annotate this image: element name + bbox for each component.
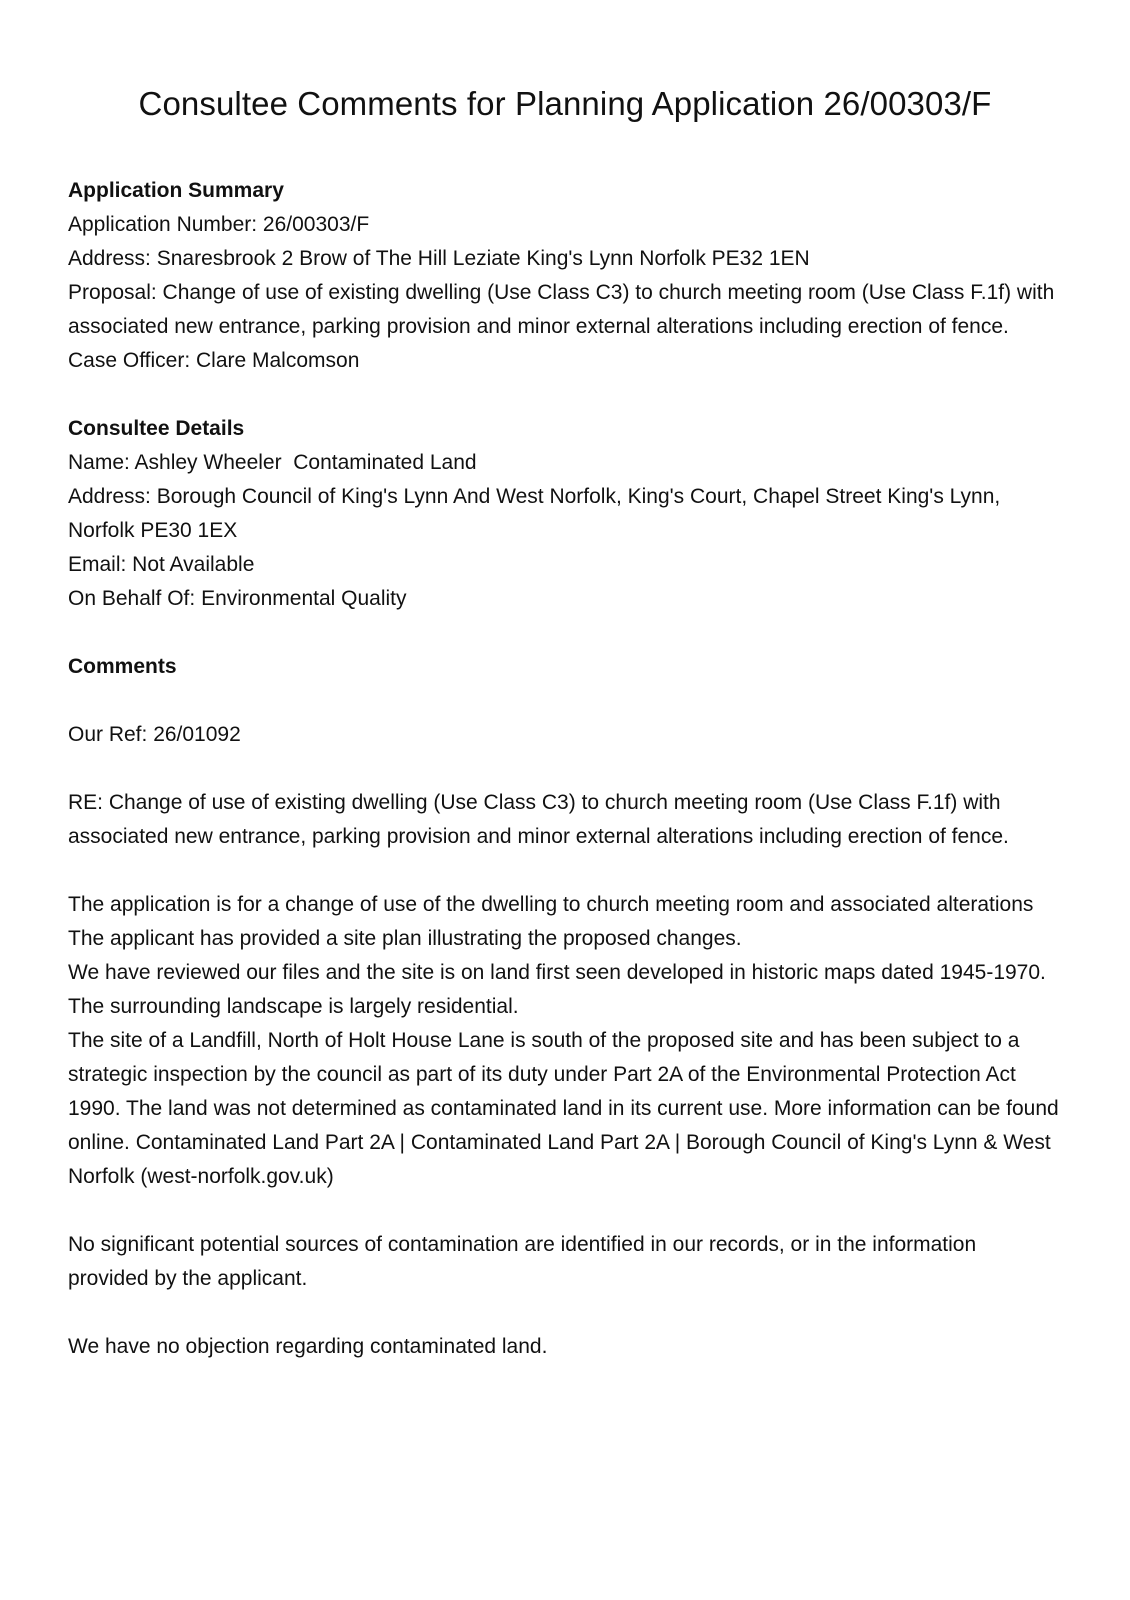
application-proposal: Proposal: Change of use of existing dwelling (Use Class C3) to church meeting room (Use Class F.1f) with associated new entrance, parking provision and minor external alterations including erection of fence. — [68, 281, 1055, 338]
spacer — [68, 1194, 1062, 1228]
spacer — [68, 616, 1062, 650]
consultee-address: Address: Borough Council of King's Lynn And West Norfolk, King's Court, Chapel Street King's Lynn, Norfolk PE30 1EX — [68, 485, 1001, 542]
spacer — [68, 752, 1062, 786]
consultee-on-behalf-of: On Behalf Of: Environmental Quality — [68, 587, 407, 610]
comment-paragraph-1: The application is for a change of use of the dwelling to church meeting room and associated alterations — [68, 893, 1034, 916]
comment-paragraph-6: We have no objection regarding contaminated land. — [68, 1335, 548, 1358]
consultee-details-section — [68, 412, 1062, 616]
comment-paragraph-2: The applicant has provided a site plan illustrating the proposed changes. — [68, 927, 742, 950]
re-paragraph: RE: Change of use of existing dwelling (Use Class C3) to church meeting room (Use Class F.1f) with associated new entrance, parking provision and minor external alterations including erection of fence. — [68, 791, 1009, 848]
application-number: Application Number: 26/00303/F — [68, 213, 370, 236]
consultee-email: Email: Not Available — [68, 553, 255, 576]
spacer — [68, 684, 1062, 718]
application-address: Address: Snaresbrook 2 Brow of The Hill Leziate King's Lynn Norfolk PE32 1EN — [68, 247, 810, 270]
case-officer: Case Officer: Clare Malcomson — [68, 349, 360, 372]
comment-paragraph-5: No significant potential sources of contamination are identified in our records, or in the information provided by the applicant. — [68, 1233, 977, 1290]
consultee-details-heading: Consultee Details — [68, 417, 245, 440]
comments-heading: Comments — [68, 655, 177, 678]
application-summary-heading: Application Summary — [68, 179, 284, 202]
spacer — [68, 1296, 1062, 1330]
comments-section — [68, 650, 1062, 1364]
consultee-name: Name: Ashley Wheeler Contaminated Land — [68, 451, 477, 474]
comment-paragraph-4: The site of a Landfill, North of Holt House Lane is south of the proposed site and has been subject to a strategic inspection by the council as part of its duty under Part 2A of the Environmental Protection Act 1990. The land was not determined as contaminated land in its current use. More information can be found online. Contaminated Land Part 2A | Contaminated Land Part 2A | Borough Council of King's Lynn & West Norfolk (west-norfolk.gov.uk) — [68, 1029, 1059, 1188]
spacer — [68, 854, 1062, 888]
page-title: Consultee Comments for Planning Application 26/00303/F — [138, 85, 992, 122]
application-summary-section — [68, 174, 1062, 378]
comment-paragraph-3: We have reviewed our files and the site is on land first seen developed in historic maps dated 1945-1970. The surrounding landscape is largely residential. — [68, 961, 1046, 1018]
spacer — [68, 378, 1062, 412]
our-ref: Our Ref: 26/01092 — [68, 723, 241, 746]
